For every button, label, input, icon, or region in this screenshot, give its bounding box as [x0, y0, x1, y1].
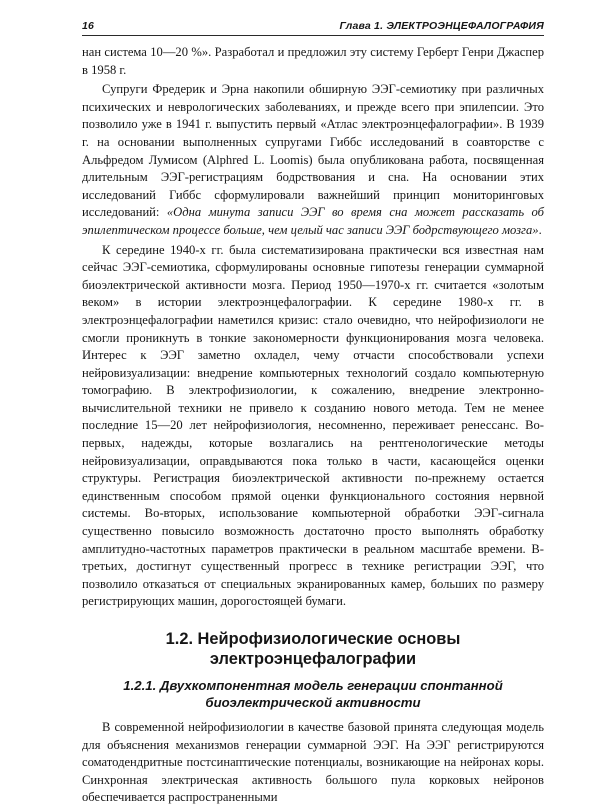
body-text [82, 44, 544, 611]
subsection-title-line-1: 1.2.1. Двухкомпонентная модель генерации спонтанной [123, 678, 503, 693]
section-title-line-2: электроэнцефалографии [209, 650, 417, 668]
subsection-title-line-2: биоэлектрической активности [205, 695, 421, 710]
book-page [82, 20, 544, 807]
body-text-section [82, 719, 544, 807]
section-title [82, 629, 544, 669]
page-number: 16 [82, 20, 95, 32]
paragraph-history: К середине 1940-х гг. была систематизирована практически вся известная нам сейчас ЭЭГ-семиотика, сформулированы основные гипотезы генерации суммарной биоэлектрической активности мозга. Период 1950—1970-х гг. считается «золотым веком» в истории электроэнцефалографии. К середине 1980-х гг. в электроэнцефалографии наметился кризис: стало очевидно, что нейрофизиологи не смогли проникнуть в тонкие закономерности функционирования мозга человека. Интерес к ЭЭГ заметно охладел, чему отчасти способствовали успехи нейровизуализации: внедрение компьютерных технологий создало компьютерную томографию. В электрофизиологии, к сожалению, внедрение электронно-вычислительной техники не привело к созданию нового метода. Тем не менее последние 15—20 лет нейрофизиология, несомненно, переживает ренессанс. Во-первых, надежды, которые возлагались на рентгенологические методы нейровизуализации, оправдываются пока только в части, касающейся оценки структуры. Регистрация биоэлектрической активности по-прежнему остается единственным способом прямой оценки функционального состояния нервной системы. Во-вторых, использование компьютерной обработки ЭЭГ-сигнала существенно повысило возможность достаточно просто выполнять обработку амплитудно-частотных параметров практически в реальном масштабе времени. В-третьих, достигнут существенный прогресс в технике регистрации ЭЭГ, что позволило отказаться от специальных экранированных камер, больших по размеру регистрирующих машин, дорогостоящей бумаги. [82, 242, 544, 609]
running-head [82, 20, 544, 36]
subsection-title [82, 677, 544, 711]
paragraph-model: В современной нейрофизиологии в качестве базовой принята следующая модель для объяснения механизмов генерации суммарной ЭЭГ. На ЭЭГ регистрируются соматодендритные постсинаптические потенциалы, возникающие на нейронах коры. Синхронная электрическая активность большого пула корковых нейронов обеспечивается распространенными [82, 720, 544, 805]
chapter-title: Глава 1. ЭЛЕКТРОЭНЦЕФАЛОГРАФИЯ [339, 20, 544, 32]
paragraph-gibbs-text: Супруги Фредерик и Эрна накопили обширную ЭЭГ-семиотику при различных психических и неврологических заболеваниях, и прежде всего при эпилепсии. Это позволило уже в 1941 г. выпустить первый «Атлас электроэнцефалографии». В 1939 г. на основании выполненных супругами Гиббс исследований в соавторстве с Альфредом Лумисом (Alphred L. Loomis) была опубликована работа, посвященная длительным ЭЭГ-регистрациям бодрствования и сна. На основании этих исследований Гиббс сформулировали важнейший принцип мониторинговых исследований: [82, 82, 544, 220]
paragraph-gibbs-end: . [538, 222, 542, 237]
paragraph-gibbs [82, 81, 544, 239]
gibbs-quote: «Одна минута записи ЭЭГ во время сна может рассказать об эпилептическом процессе больше, чем целый час записи ЭЭГ бодрствующего мозга» [82, 205, 544, 237]
section-title-line-1: 1.2. Нейрофизиологические основы [165, 630, 461, 648]
paragraph-continuation: нан система 10—20 %». Разработал и предложил эту систему Герберт Генри Джаспер в 1958 г. [82, 45, 544, 77]
